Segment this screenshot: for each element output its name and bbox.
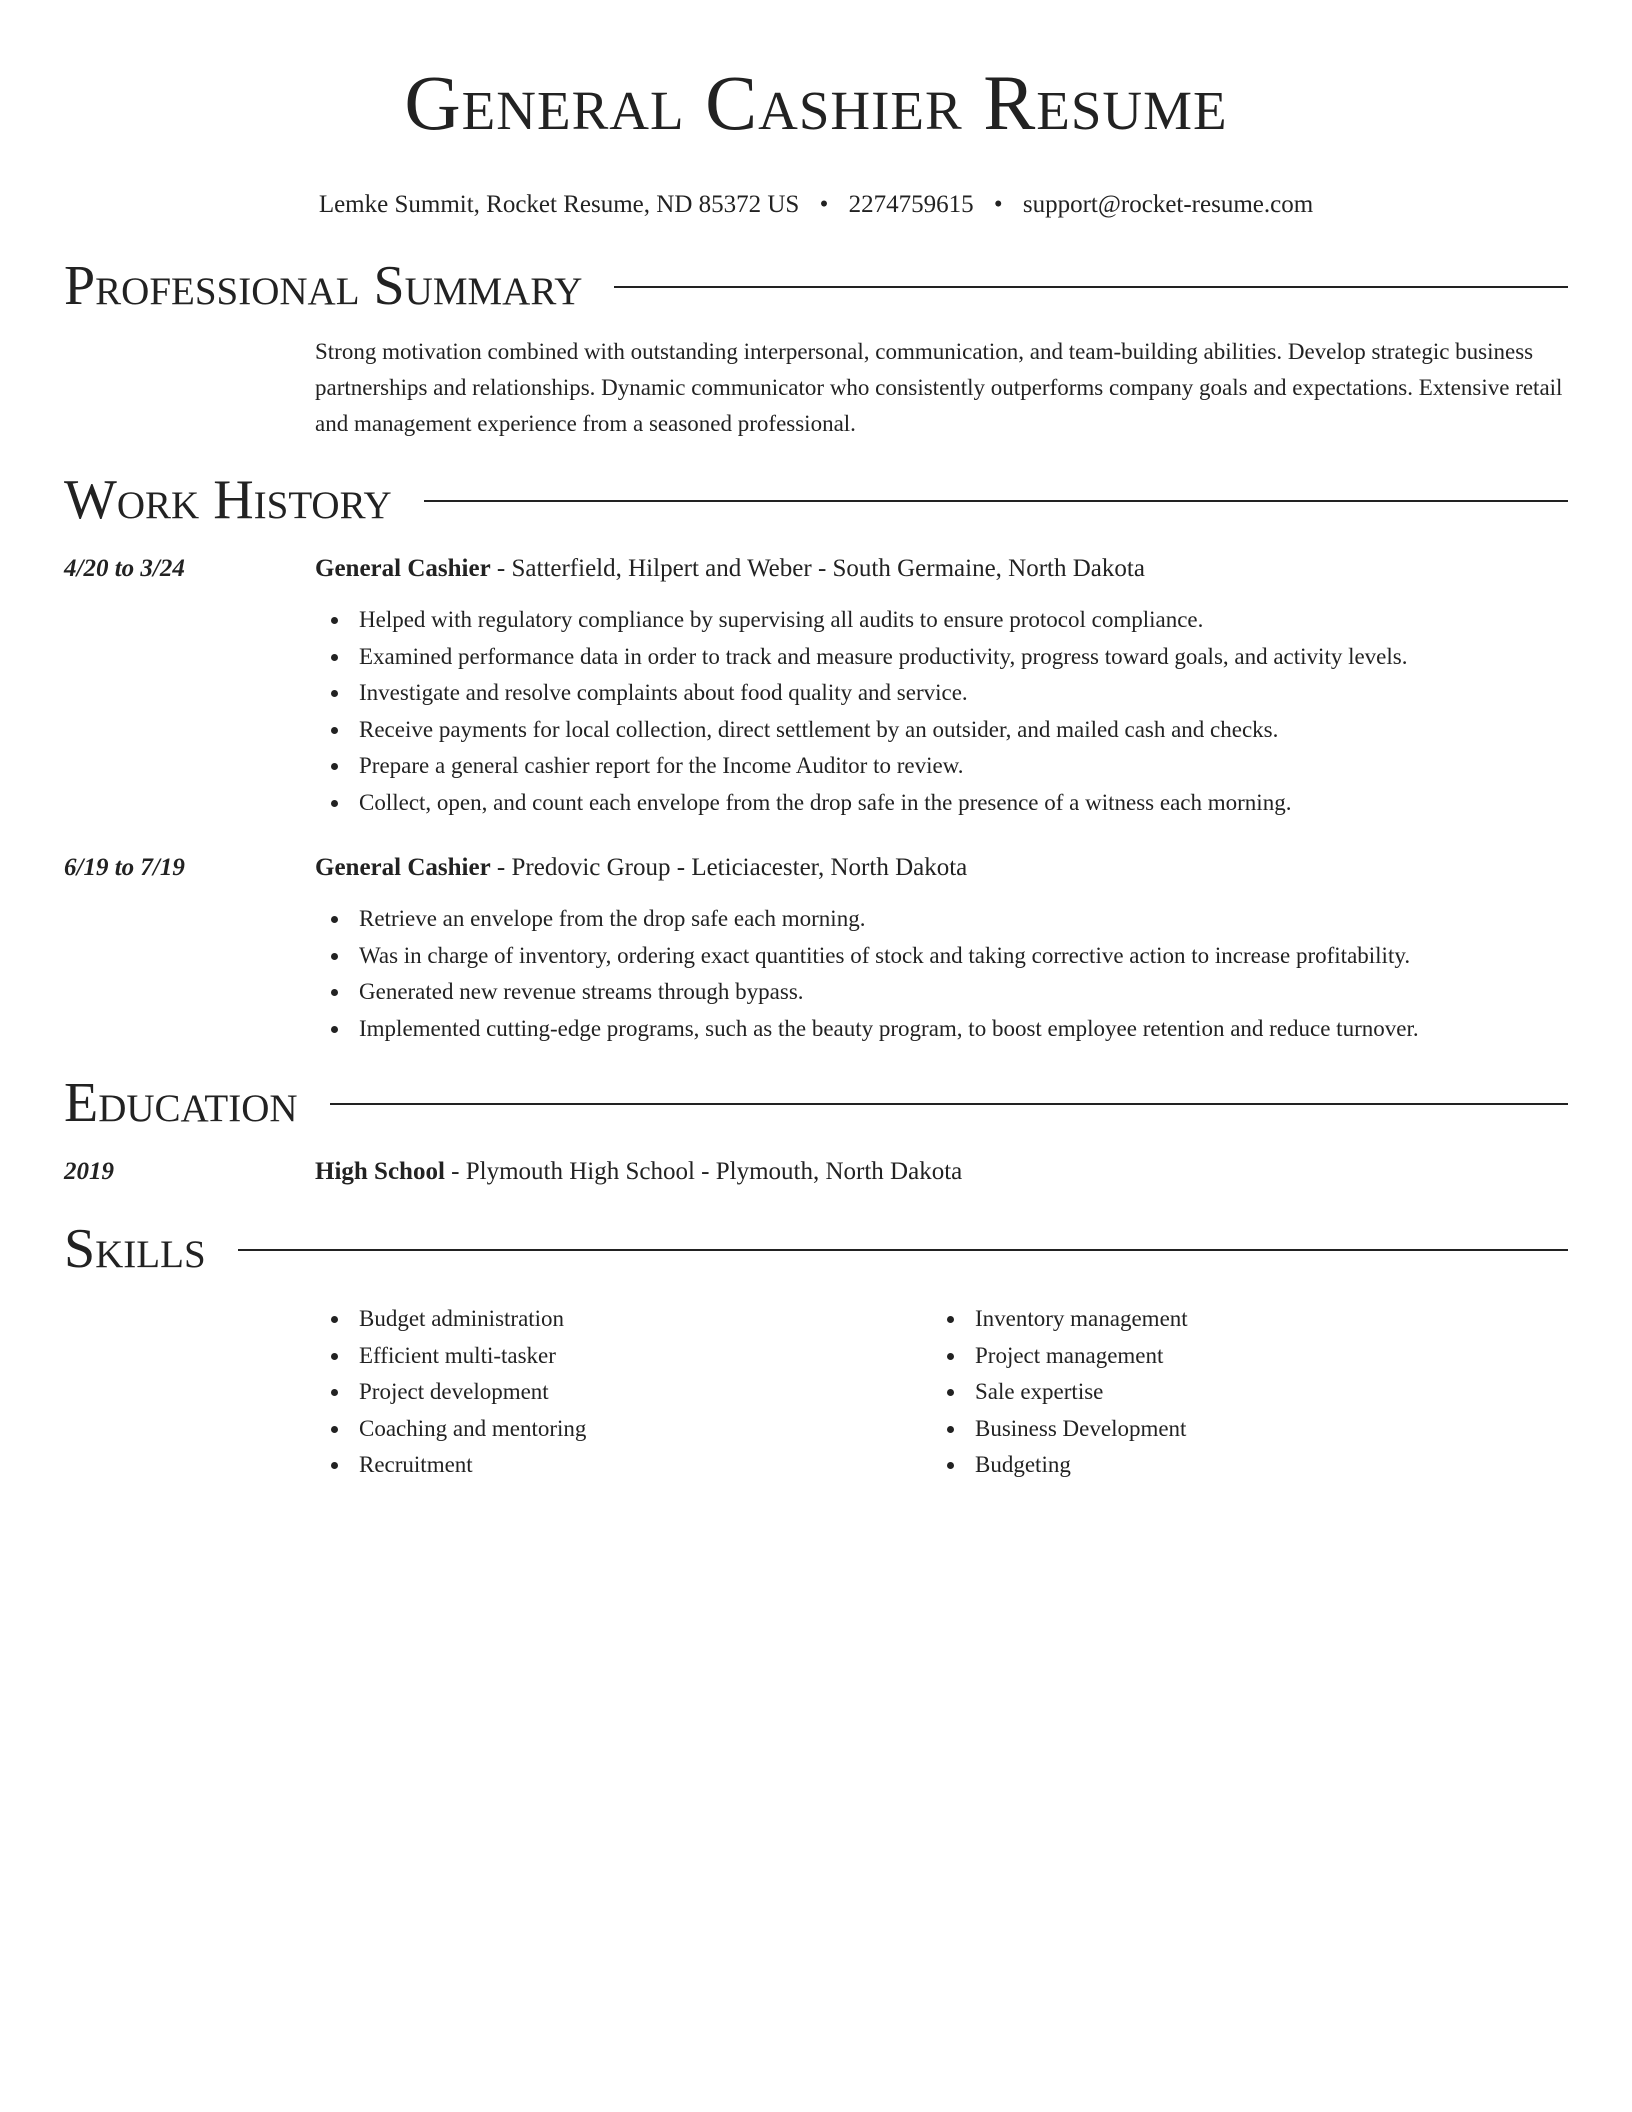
- skills-grid: [315, 1301, 1568, 1484]
- job-company: - Satterfield, Hilpert and Weber - South Germaine, North Dakota: [490, 555, 1145, 582]
- job-dates: 4/20 to 3/24: [64, 555, 185, 582]
- section-title-education: Education: [64, 1072, 298, 1134]
- list-item: Prepare a general cashier report for the Income Auditor to review.: [315, 748, 1568, 785]
- section-header-summary: [64, 254, 1568, 318]
- section-divider: [238, 1249, 1568, 1251]
- section-divider: [614, 286, 1568, 288]
- contact-line: [64, 190, 1568, 220]
- section-header-education: [64, 1071, 1568, 1135]
- education-degree: High School: [315, 1158, 445, 1185]
- job-heading: [315, 851, 1568, 885]
- job-heading: [315, 552, 1568, 586]
- skill-item: Business Development: [931, 1411, 1547, 1448]
- list-item: Retrieve an envelope from the drop safe each morning.: [315, 901, 1568, 938]
- job-entry: [64, 851, 1568, 1047]
- skill-item: Inventory management: [931, 1301, 1547, 1338]
- skill-item: Coaching and mentoring: [315, 1411, 931, 1448]
- section-title-skills: Skills: [64, 1218, 206, 1280]
- job-company: - Predovic Group - Leticiacester, North Dakota: [490, 854, 968, 881]
- section-title-summary: Professional Summary: [64, 255, 583, 317]
- job-role: General Cashier: [315, 854, 491, 881]
- education-school: - Plymouth High School - Plymouth, North Dakota: [444, 1158, 963, 1185]
- section-divider: [330, 1103, 1568, 1105]
- contact-separator: •: [819, 191, 829, 218]
- job-bullets: [315, 901, 1568, 1047]
- contact-separator: •: [993, 191, 1003, 218]
- education-entry: [64, 1155, 1568, 1189]
- section-title-work: Work History: [64, 469, 392, 531]
- skill-item: Project development: [315, 1374, 931, 1411]
- contact-phone: 2274759615: [848, 191, 974, 218]
- education-year: 2019: [64, 1158, 114, 1185]
- skills-column-left: [315, 1301, 931, 1484]
- job-body: [315, 851, 1568, 1047]
- list-item: Generated new revenue streams through bypass.: [315, 974, 1568, 1011]
- skill-item: Budget administration: [315, 1301, 931, 1338]
- section-header-work: [64, 468, 1568, 532]
- section-divider: [424, 500, 1568, 502]
- job-entry: [64, 552, 1568, 821]
- job-dates: 6/19 to 7/19: [64, 854, 185, 881]
- list-item: Was in charge of inventory, ordering exact quantities of stock and taking corrective action to increase profitability.: [315, 938, 1568, 975]
- skill-item: Budgeting: [931, 1447, 1547, 1484]
- skill-item: Recruitment: [315, 1447, 931, 1484]
- resume-title: General Cashier Resume: [404, 59, 1228, 146]
- job-body: [315, 552, 1568, 821]
- list-item: Collect, open, and count each envelope from the drop safe in the presence of a witness each morning.: [315, 785, 1568, 822]
- list-item: Examined performance data in order to track and measure productivity, progress toward goals, and activity levels.: [315, 639, 1568, 676]
- contact-email: support@rocket-resume.com: [1022, 191, 1314, 218]
- job-bullets: [315, 602, 1568, 821]
- summary-text: Strong motivation combined with outstanding interpersonal, communication, and team-building abilities. Develop strategic business partnerships and relationships. Dynamic communicator who consistently outperforms company goals and expectations. Extensive retail and management experience from a seasoned professional.: [315, 339, 1563, 436]
- skills-column-right: [931, 1301, 1547, 1484]
- skill-item: Project management: [931, 1338, 1547, 1375]
- section-header-skills: [64, 1217, 1568, 1281]
- education-heading: [315, 1155, 1568, 1189]
- list-item: Investigate and resolve complaints about food quality and service.: [315, 675, 1568, 712]
- skill-item: Efficient multi-tasker: [315, 1338, 931, 1375]
- skill-item: Sale expertise: [931, 1374, 1547, 1411]
- contact-address: Lemke Summit, Rocket Resume, ND 85372 US: [318, 191, 800, 218]
- list-item: Helped with regulatory compliance by supervising all audits to ensure protocol compliance.: [315, 602, 1568, 639]
- list-item: Receive payments for local collection, direct settlement by an outsider, and mailed cash and checks.: [315, 712, 1568, 749]
- list-item: Implemented cutting-edge programs, such as the beauty program, to boost employee retention and reduce turnover.: [315, 1011, 1568, 1048]
- job-role: General Cashier: [315, 555, 491, 582]
- education-body: [315, 1155, 1568, 1189]
